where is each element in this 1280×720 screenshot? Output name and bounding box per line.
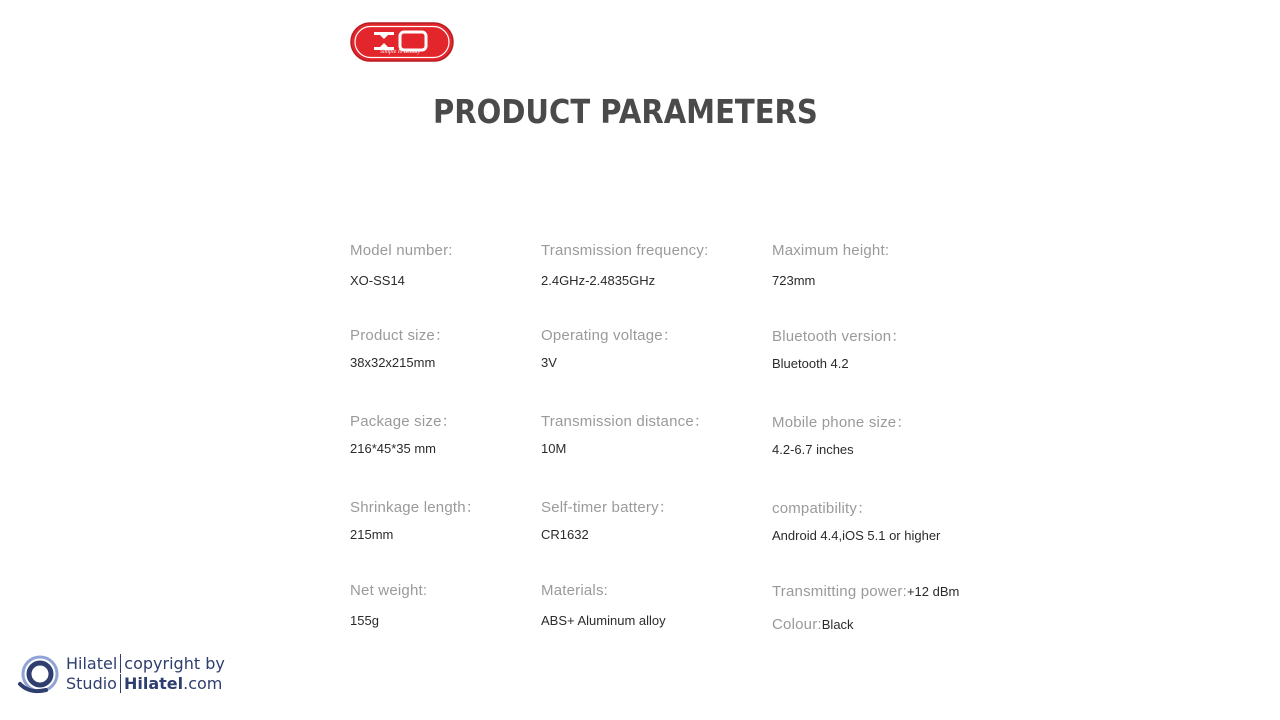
param-mobile-phone-size (772, 411, 912, 457)
param-value: 4.2-6.7 inches (772, 442, 854, 457)
param-label: Mobile phone size： (772, 414, 912, 431)
param-transmission-distance (541, 410, 710, 456)
watermark-brand: Hilatel (66, 654, 118, 673)
param-value: 10M (541, 441, 567, 456)
param-label: Shrinkage length： (350, 499, 481, 516)
param-product-size (350, 324, 451, 370)
param-value: XO-SS14 (350, 273, 405, 288)
param-transmitting-power (772, 583, 959, 601)
param-self-timer-battery (541, 496, 674, 542)
param-label: Transmission frequency: (541, 242, 709, 259)
param-value: 155g (350, 613, 379, 628)
param-transmission-frequency (541, 242, 709, 288)
param-label: Maximum height: (772, 242, 890, 259)
param-label: Product size： (350, 327, 451, 344)
param-label: Model number: (350, 242, 453, 259)
param-value: 723mm (772, 273, 816, 288)
watermark-line1 (66, 654, 225, 674)
watermark-copyright: copyright by (124, 654, 225, 673)
param-label: Bluetooth version： (772, 328, 907, 345)
param-compatibility (772, 497, 941, 543)
param-value: Black (821, 617, 854, 632)
hilatel-logo-icon (16, 654, 64, 694)
param-value: 38x32x215mm (350, 355, 436, 370)
page-title: PRODUCT PARAMETERS (433, 92, 818, 131)
xo-logo (350, 22, 454, 62)
param-value: CR1632 (541, 527, 589, 542)
param-model-number (350, 242, 453, 288)
param-value: 3V (541, 355, 557, 370)
param-colour (772, 616, 854, 634)
param-label: Transmitting power: (772, 583, 907, 600)
param-bluetooth-version (772, 325, 907, 371)
studio-watermark (16, 652, 236, 696)
watermark-domain-tld: .com (183, 674, 223, 693)
param-value: 216*45*35 mm (350, 441, 436, 456)
param-label: Materials: (541, 582, 609, 599)
param-net-weight (350, 582, 428, 628)
param-label: Colour: (772, 616, 822, 633)
logo-tagline: Simple Is Beauty (380, 49, 421, 55)
param-materials (541, 582, 666, 628)
param-maximum-height (772, 242, 890, 288)
param-value: Android 4.4,iOS 5.1 or higher (772, 528, 941, 543)
param-label: Net weight: (350, 582, 428, 599)
watermark-studio: Studio (66, 674, 117, 693)
param-value: 215mm (350, 527, 394, 542)
param-value: ABS+ Aluminum alloy (541, 613, 666, 628)
param-operating-voltage (541, 324, 679, 370)
param-label: Package size： (350, 413, 457, 430)
param-value: Bluetooth 4.2 (772, 356, 849, 371)
param-label: Transmission distance： (541, 413, 710, 430)
param-value: +12 dBm (906, 584, 960, 599)
param-package-size (350, 410, 457, 456)
watermark-line2 (66, 674, 222, 694)
param-label: Operating voltage： (541, 327, 679, 344)
watermark-domain-name: Hilatel (123, 674, 184, 693)
param-value: 2.4GHz-2.4835GHz (541, 273, 656, 288)
param-shrinkage-length (350, 496, 481, 542)
param-label: compatibility： (772, 500, 873, 517)
param-label: Self-timer battery： (541, 499, 674, 516)
